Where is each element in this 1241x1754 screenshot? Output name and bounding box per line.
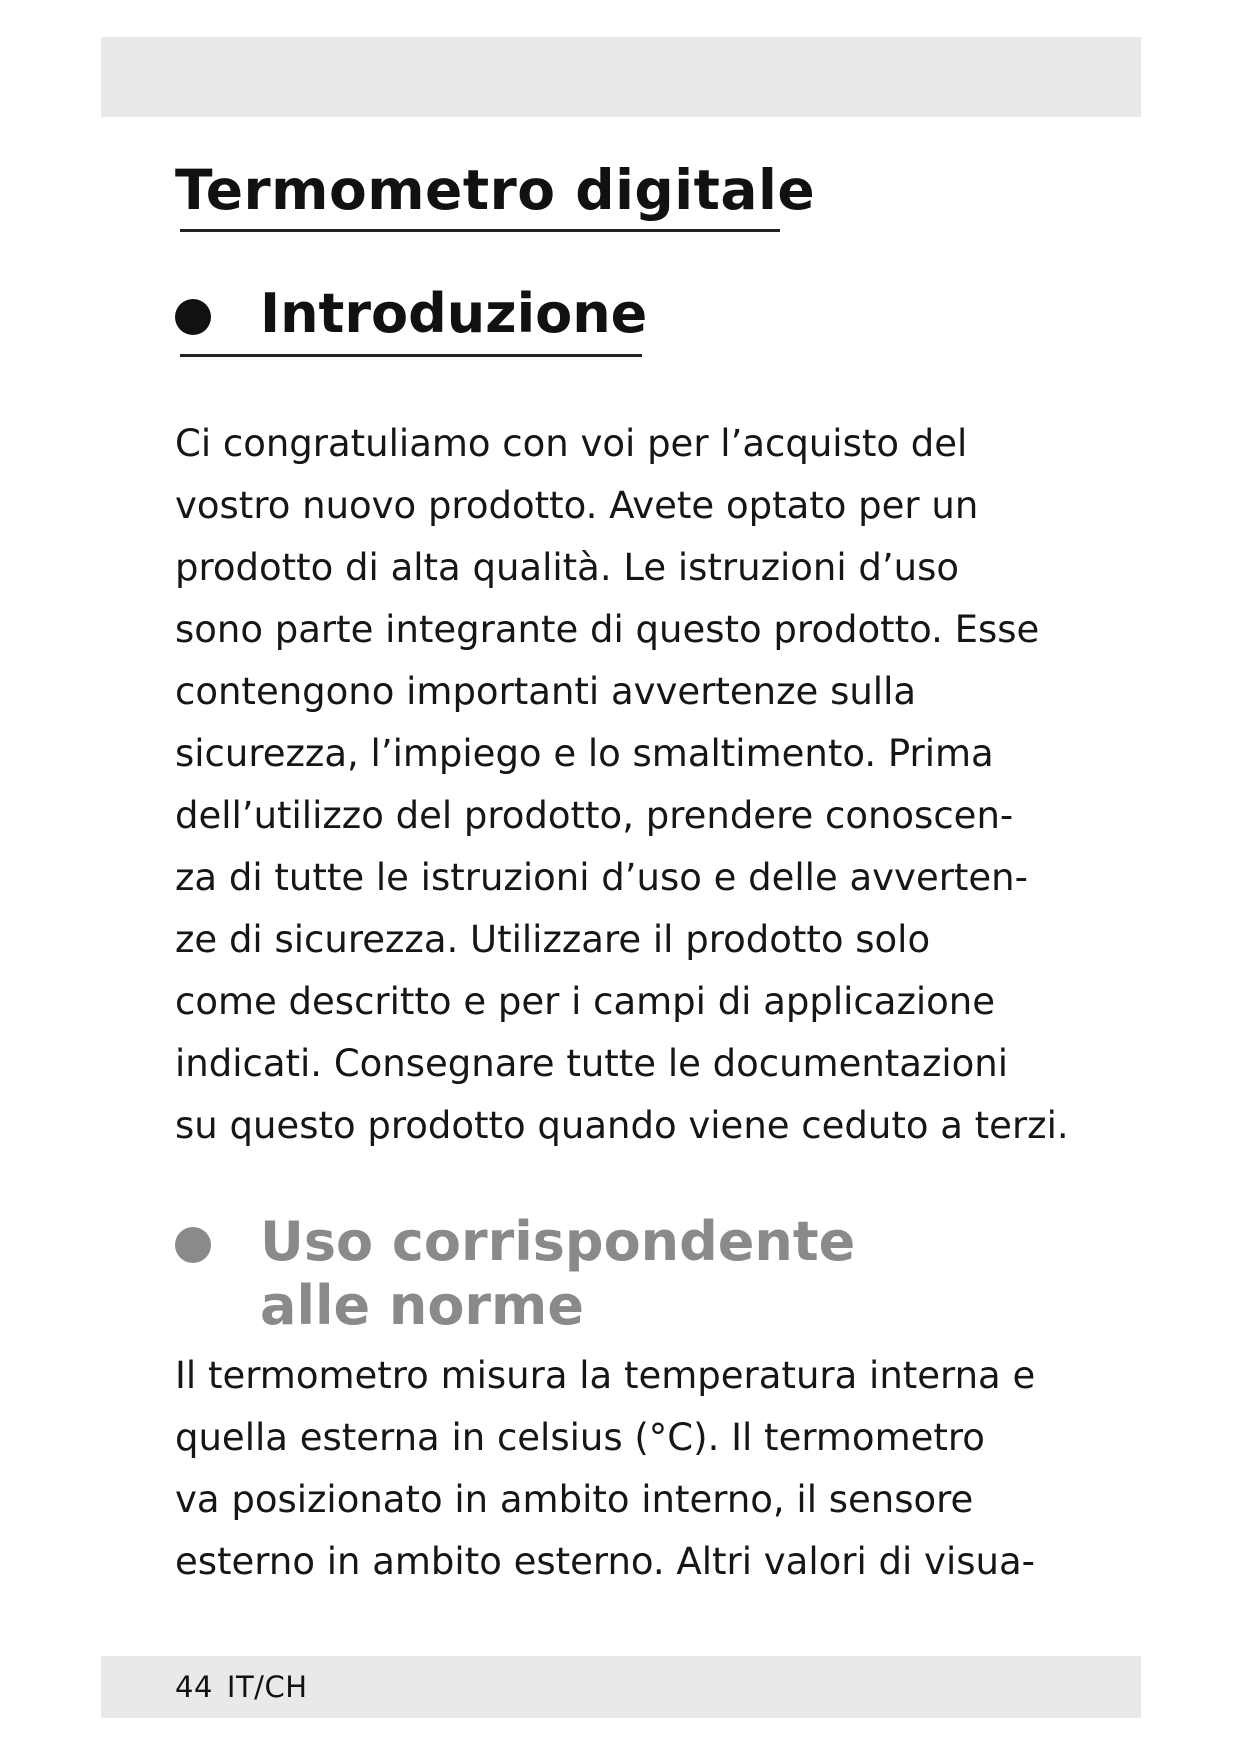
- page-footer: [175, 1665, 322, 1709]
- bullet-icon: [175, 299, 211, 335]
- header-band: [101, 37, 1141, 117]
- text-line: sicurezza, l’impiego e lo smaltimento. Prima: [175, 732, 994, 775]
- paragraph-uso-corrispondente: [175, 1345, 1095, 1593]
- text-line: za di tutte le istruzioni d’uso e delle avverten-: [175, 856, 1028, 899]
- section-underline: [180, 354, 642, 357]
- text-line: indicati. Consegnare tutte le documentazioni: [175, 1042, 1009, 1085]
- text-line: quella esterna in celsius (°C). Il termometro: [175, 1416, 985, 1459]
- text-line: prodotto di alta qualità. Le istruzioni d’uso: [175, 546, 960, 589]
- text-line: esterno in ambito esterno. Altri valori di visua-: [175, 1540, 1035, 1583]
- document-title: Termometro digitale: [175, 158, 816, 222]
- section-heading-text: Introduzione: [260, 282, 648, 345]
- section-heading-introduzione: [175, 282, 647, 346]
- title-underline: [180, 229, 780, 232]
- section-heading-line: alle norme: [260, 1274, 584, 1337]
- bullet-icon: [175, 1227, 211, 1263]
- section-heading-line: Uso corrispondente: [260, 1210, 856, 1273]
- text-line: Ci congratuliamo con voi per l’acquisto del: [175, 422, 968, 465]
- section-heading-uso-corrispondente: [175, 1210, 855, 1338]
- text-line: come descritto e per i campi di applicazione: [175, 980, 995, 1023]
- text-line: su questo prodotto quando viene ceduto a terzi.: [175, 1104, 1069, 1147]
- text-line: vostro nuovo prodotto. Avete optato per un: [175, 484, 979, 527]
- text-line: Il termometro misura la temperatura interna e: [175, 1354, 1036, 1397]
- page-number: 44: [175, 1670, 213, 1704]
- locale-label: IT/CH: [226, 1670, 308, 1704]
- text-line: contengono importanti avvertenze sulla: [175, 670, 917, 713]
- text-line: sono parte integrante di questo prodotto. Esse: [175, 608, 1040, 651]
- text-line: va posizionato in ambito interno, il sensore: [175, 1478, 974, 1521]
- text-line: ze di sicurezza. Utilizzare il prodotto solo: [175, 918, 931, 961]
- paragraph-introduzione: [175, 413, 1095, 1157]
- text-line: dell’utilizzo del prodotto, prendere conoscen-: [175, 794, 1014, 837]
